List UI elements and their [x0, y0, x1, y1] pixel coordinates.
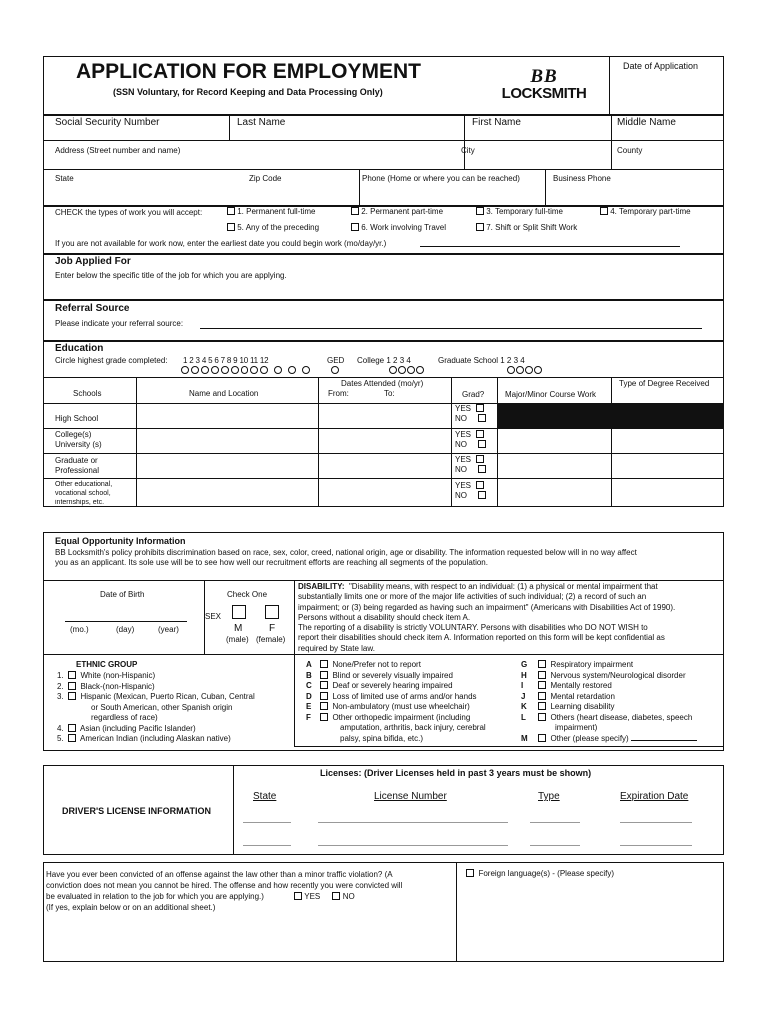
ethnic-item[interactable]	[57, 734, 255, 745]
col-grad: Grad?	[462, 390, 485, 399]
ethnic-item[interactable]	[57, 671, 255, 682]
conviction-line-1: Have you ever been convicted of an offense against the law other than a minor traffic violation? (A	[46, 870, 393, 879]
ethnic-text: American Indian (including Alaskan native)	[80, 734, 231, 743]
dob-label: Date of Birth	[100, 590, 145, 599]
checkbox[interactable]	[538, 660, 546, 668]
checkbox[interactable]	[227, 207, 235, 215]
row-graduate-2: Professional	[55, 466, 100, 475]
license-type-label: Type	[538, 791, 560, 802]
ethnic-num: 1.	[57, 671, 64, 680]
dis-text: Deaf or severely hearing impaired	[332, 681, 453, 690]
circle[interactable]	[241, 366, 249, 374]
license-row-1-state[interactable]	[243, 822, 291, 823]
ethnic-num: 4.	[57, 723, 64, 733]
college-label: College 1 2 3 4	[357, 356, 411, 365]
grad-yes[interactable]	[455, 455, 484, 464]
sex-female-checkbox[interactable]	[265, 605, 279, 621]
last-name-label: Last Name	[237, 117, 286, 128]
work-type-1-label: 1. Permanent full-time	[237, 207, 316, 216]
city-label: City	[461, 146, 475, 155]
col-name-location: Name and Location	[189, 389, 259, 398]
disability-item[interactable]	[521, 713, 697, 724]
dis-text: Other orthopedic impairment (including	[332, 712, 471, 722]
checkbox[interactable]	[320, 692, 328, 700]
grade-label: Circle highest grade completed:	[55, 356, 168, 365]
circle[interactable]	[201, 366, 209, 374]
circle[interactable]	[507, 366, 515, 374]
job-title-heading: Job Applied For	[55, 256, 131, 267]
yes-label: YES	[455, 481, 472, 490]
conviction-line-2: conviction does not mean you cannot be hired. The offense and how recently you were convicted will	[46, 881, 403, 890]
dis-key: C	[306, 681, 312, 690]
hs-no[interactable]	[455, 414, 486, 423]
checkbox[interactable]	[466, 869, 474, 877]
work-type-5-label: 5. Any of the preceding	[237, 223, 320, 232]
conviction-yes[interactable]	[294, 892, 320, 901]
conviction-line-3-text: be evaluated in relation to the job for which you are applying.)	[46, 892, 264, 901]
checkbox[interactable]	[478, 440, 486, 448]
row-other-3: internships, etc.	[55, 499, 105, 506]
license-row-2-exp[interactable]	[620, 845, 692, 846]
ethnic-item-cont: or South American, other Spanish origin	[91, 702, 233, 712]
college-circles[interactable]	[389, 366, 425, 374]
dis-key: F	[306, 712, 311, 722]
col-yes[interactable]	[455, 430, 484, 439]
ethnic-item[interactable]	[57, 682, 255, 693]
disability-item[interactable]	[521, 702, 697, 713]
ethnic-item[interactable]	[57, 724, 255, 735]
company-logo	[496, 68, 592, 106]
ethnic-text: Black-(non-Hispanic)	[80, 681, 155, 691]
disability-line-6: report their disabilities should check item A. Information reported on this form will be kept confidential as	[298, 633, 665, 643]
dis-key: J	[521, 691, 526, 701]
disability-item-cont: impairment)	[555, 723, 598, 732]
disability-item[interactable]	[306, 702, 486, 713]
ethnic-text: Hispanic (Mexican, Puerto Rican, Cuban, Central	[80, 692, 255, 701]
circle[interactable]	[250, 366, 258, 374]
dis-key: G	[521, 660, 528, 669]
degree-shaded-cell	[498, 404, 723, 428]
disability-item[interactable]	[306, 681, 486, 692]
grad-school-label: Graduate School 1 2 3 4	[438, 356, 525, 365]
no-label: NO	[455, 414, 467, 423]
zip-label: Zip Code	[249, 174, 282, 183]
ethnic-heading: ETHNIC GROUP	[76, 660, 138, 669]
eeo-text-2: you as an applicant. Its sole use will be to see how well our recruitment efforts are reaching all segments of the population.	[55, 558, 488, 567]
middle-name-label: Middle Name	[617, 117, 676, 128]
circle[interactable]	[416, 366, 424, 374]
dis-key: E	[306, 702, 312, 711]
work-type-4[interactable]	[600, 207, 691, 216]
dis-text: Learning disability	[550, 702, 615, 711]
hs-yes[interactable]	[455, 404, 484, 413]
checkbox[interactable]	[478, 414, 486, 422]
disability-item[interactable]	[306, 660, 486, 671]
ged-label: GED	[327, 356, 345, 365]
dis-text: Non-ambulatory (must use wheelchair)	[332, 702, 470, 711]
disability-line-5: The reporting of a disability is strictly VOLUNTARY. Persons with disabilities who DO NOT WISH to	[298, 623, 648, 633]
col-from: From:	[328, 389, 349, 398]
license-row-1-number[interactable]	[318, 822, 508, 823]
work-type-5[interactable]	[227, 223, 319, 232]
row-other-2: vocational school,	[55, 490, 111, 497]
circle[interactable]	[191, 366, 199, 374]
dis-text: Respiratory impairment	[550, 660, 634, 669]
yes-label: YES	[455, 455, 472, 464]
yes-label: YES	[455, 430, 472, 439]
checkbox[interactable]	[351, 207, 359, 215]
ethnic-num: 5.	[57, 734, 64, 743]
check-one-label: Check One	[227, 590, 268, 599]
state-label: State	[55, 174, 74, 183]
work-type-2-label: 2. Permanent part-time	[361, 207, 444, 216]
disability-line-3: impairment; or (3) being regarded as having such an impairment" (Americans with Disabilities Act of 1990).	[298, 602, 676, 612]
dob-year: (year)	[158, 625, 179, 634]
dob-day: (day)	[116, 625, 135, 634]
circle[interactable]	[398, 366, 406, 374]
ethnic-item-cont: regardless of race)	[91, 713, 158, 722]
work-type-3[interactable]	[476, 207, 563, 216]
dis-text: Loss of limited use of arms and/or hands	[332, 691, 477, 701]
checkbox[interactable]	[232, 605, 246, 619]
checkbox[interactable]	[332, 892, 340, 900]
dis-text: Mentally restored	[550, 681, 612, 690]
specify-line[interactable]	[631, 740, 697, 741]
checkbox[interactable]	[68, 692, 76, 700]
col-dates: Dates Attended (mo/yr)	[341, 379, 424, 388]
license-row-1-exp[interactable]	[620, 822, 692, 823]
col-to: To:	[384, 389, 395, 398]
checkbox[interactable]	[538, 734, 546, 742]
ssn-label: Social Security Number	[55, 117, 160, 128]
personal-info-box	[43, 115, 724, 206]
male-label: (male)	[226, 635, 249, 644]
ethnic-list	[57, 671, 255, 745]
checkbox[interactable]	[538, 671, 546, 679]
ethnic-num: 2.	[57, 681, 64, 691]
checkbox[interactable]	[476, 223, 484, 231]
foreign-language-label: Foreign language(s) - (Please specify)	[478, 869, 615, 878]
checkbox[interactable]	[68, 734, 76, 742]
disability-item[interactable]	[306, 713, 486, 724]
disability-text	[298, 582, 722, 654]
circle[interactable]	[260, 366, 268, 374]
availability-label: If you are not available for work now, enter the earliest date you could begin work (mo/day/yr.)	[55, 239, 387, 248]
conviction-line-3	[46, 891, 452, 902]
license-row-1-type[interactable]	[530, 822, 580, 823]
disability-line-1-text: "Disability means, with respect to an individual: (1) a physical or mental impairment that	[348, 582, 658, 591]
grade-circles[interactable]	[181, 366, 311, 374]
disability-line-4: Persons without a disability should check item A.	[298, 612, 471, 622]
license-row-2-number[interactable]	[318, 845, 508, 846]
dis-key: L	[521, 712, 526, 722]
circle[interactable]	[516, 366, 524, 374]
checkbox[interactable]	[320, 681, 328, 689]
dob-mo: (mo.)	[70, 625, 89, 634]
checkbox[interactable]	[478, 465, 486, 473]
checkbox[interactable]	[68, 724, 76, 732]
circle[interactable]	[389, 366, 397, 374]
dis-key: K	[521, 702, 527, 711]
disability-item[interactable]	[306, 692, 486, 703]
dis-key: B	[306, 670, 312, 680]
disability-item-cont: palsy, spina bifida, etc.)	[340, 733, 424, 743]
sex-f: F	[269, 623, 276, 634]
grad-school-circles[interactable]	[507, 366, 543, 374]
checkbox[interactable]	[476, 430, 484, 438]
dis-key: D	[306, 691, 312, 701]
dis-text: Blind or severely visually impaired	[332, 670, 453, 680]
dis-key: A	[306, 660, 312, 669]
row-college: College(s)	[55, 430, 92, 439]
work-type-6[interactable]	[351, 223, 446, 232]
checkbox[interactable]	[68, 682, 76, 690]
ethnic-num: 3.	[57, 692, 64, 701]
circle[interactable]	[534, 366, 542, 374]
eeo-text-1: BB Locksmith's policy prohibits discrimination based on race, sex, color, creed, national origin, age or disability. The information requested below will in no way affect	[55, 548, 637, 557]
checkbox[interactable]	[351, 223, 359, 231]
dis-key: I	[521, 681, 524, 690]
work-type-1[interactable]	[227, 207, 316, 216]
disability-item-cont: amputation, arthritis, back injury, cerebral	[340, 723, 486, 732]
ethnic-text: Asian (including Pacific Islander)	[80, 723, 196, 733]
checkbox[interactable]	[320, 713, 328, 721]
ethnic-item[interactable]	[57, 692, 255, 703]
checkbox[interactable]	[294, 892, 302, 900]
disability-items-right	[521, 660, 697, 744]
sex-label: SEX	[205, 612, 222, 621]
circle[interactable]	[221, 366, 229, 374]
sex-m: M	[234, 623, 243, 634]
col-schools: Schools	[73, 389, 102, 398]
dis-text: None/Prefer not to report	[332, 660, 421, 669]
work-type-6-label: 6. Work involving Travel	[361, 223, 447, 232]
col-degree: Type of Degree Received	[619, 379, 710, 388]
circle[interactable]	[407, 366, 415, 374]
checkbox[interactable]	[227, 223, 235, 231]
education-heading: Education	[55, 343, 104, 354]
work-types-label: CHECK the types of work you will accept:	[55, 208, 203, 217]
checkbox[interactable]	[476, 404, 484, 412]
checkbox[interactable]	[600, 207, 608, 215]
phone-label: Phone (Home or where you can be reached)	[362, 174, 520, 183]
dis-text: Mental retardation	[550, 691, 615, 701]
referral-line[interactable]	[200, 328, 702, 329]
license-heading: Licenses: (Driver Licenses held in past 3 years must be shown)	[320, 768, 592, 778]
disability-item[interactable]	[521, 660, 697, 671]
work-type-3-label: 3. Temporary full-time	[486, 207, 563, 216]
checkbox[interactable]	[538, 692, 546, 700]
col-no[interactable]	[455, 440, 486, 449]
dis-key: M	[521, 733, 528, 743]
yes-label: YES	[304, 892, 321, 901]
ethnic-text: White (non-Hispanic)	[80, 671, 156, 680]
dob-line[interactable]	[65, 621, 187, 622]
license-state-label: State	[253, 791, 277, 802]
logo-locksmith: LOCKSMITH	[501, 85, 587, 102]
disability-line-2: substantially limits one or more of the major life activities of such individual; (2) a record of such an	[298, 592, 647, 602]
referral-heading: Referral Source	[55, 303, 130, 314]
license-exp-label: Expiration Date	[620, 791, 689, 802]
circle[interactable]	[231, 366, 239, 374]
checkbox[interactable]	[476, 207, 484, 215]
form-subtitle: (SSN Voluntary, for Record Keeping and Data Processing Only)	[113, 87, 383, 97]
disability-items-left	[306, 660, 486, 744]
circle[interactable]	[181, 366, 189, 374]
no-label: NO	[342, 892, 355, 901]
circle[interactable]	[331, 366, 339, 374]
drivers-license-label: DRIVER'S LICENSE INFORMATION	[62, 806, 211, 816]
disability-line-7: required by State law.	[298, 643, 375, 653]
checkbox[interactable]	[476, 455, 484, 463]
ged-circle[interactable]	[331, 366, 340, 376]
row-graduate: Graduate or	[55, 456, 98, 465]
circle[interactable]	[288, 366, 296, 374]
sex-male-checkbox[interactable]	[232, 605, 246, 621]
female-label: (female)	[256, 635, 286, 644]
availability-date-line[interactable]	[420, 246, 680, 247]
circle[interactable]	[211, 366, 219, 374]
foreign-language[interactable]	[466, 869, 614, 878]
circle[interactable]	[274, 366, 282, 374]
no-label: NO	[455, 491, 467, 500]
address-label: Address (Street number and name)	[55, 146, 181, 155]
checkbox[interactable]	[68, 671, 76, 679]
work-type-4-label: 4. Temporary part-time	[610, 207, 691, 216]
yes-label: YES	[455, 404, 472, 413]
license-row-2-state[interactable]	[243, 845, 291, 846]
grades-list: 1 2 3 4 5 6 7 8 9 10 11 12	[183, 356, 269, 365]
county-label: County	[617, 146, 643, 155]
checkbox[interactable]	[320, 671, 328, 679]
disability-line-1	[298, 582, 722, 592]
conviction-no[interactable]	[332, 892, 354, 901]
other-yes[interactable]	[455, 481, 484, 490]
disability-item[interactable]	[306, 671, 486, 682]
row-other: Other educational,	[55, 481, 113, 488]
disability-item[interactable]	[521, 692, 697, 703]
col-major: Major/Minor Course Work	[505, 390, 596, 399]
circle[interactable]	[525, 366, 533, 374]
license-row-2-type[interactable]	[530, 845, 580, 846]
row-college-2: University (s)	[55, 440, 102, 449]
other-no[interactable]	[455, 491, 486, 500]
referral-label: Please indicate your referral source:	[55, 319, 184, 328]
checkbox[interactable]	[478, 491, 486, 499]
checkbox[interactable]	[320, 702, 328, 710]
work-type-2[interactable]	[351, 207, 443, 216]
first-name-label: First Name	[472, 117, 521, 128]
conviction-text	[46, 869, 452, 913]
dis-key: H	[521, 670, 527, 680]
row-high-school: High School	[55, 414, 99, 423]
disability-label: DISABILITY:	[298, 582, 345, 591]
work-type-7[interactable]	[476, 223, 577, 232]
checkbox[interactable]	[538, 681, 546, 689]
business-phone-label: Business Phone	[553, 174, 611, 183]
work-type-7-label: 7. Shift or Split Shift Work	[486, 223, 578, 232]
no-label: NO	[455, 465, 467, 474]
disability-item[interactable]	[521, 734, 697, 745]
job-instructions: Enter below the specific title of the job for which you are applying.	[55, 271, 287, 280]
disability-item[interactable]	[521, 671, 697, 682]
disability-item[interactable]	[521, 681, 697, 692]
no-label: NO	[455, 440, 467, 449]
dis-text: Nervous system/Neurological disorder	[550, 670, 686, 680]
date-of-application-label: Date of Application	[623, 61, 699, 71]
grad-no[interactable]	[455, 465, 486, 474]
circle[interactable]	[302, 366, 310, 374]
form-title: APPLICATION FOR EMPLOYMENT	[76, 60, 421, 83]
checkbox[interactable]	[320, 660, 328, 668]
checkbox[interactable]	[265, 605, 279, 619]
license-number-label: License Number	[374, 791, 447, 802]
eeo-heading: Equal Opportunity Information	[55, 536, 186, 546]
checkbox[interactable]	[538, 713, 546, 721]
conviction-line-4: (If yes, explain below or on an additional sheet.)	[46, 903, 216, 912]
checkbox[interactable]	[538, 702, 546, 710]
dis-text: Other (please specify)	[550, 733, 629, 743]
checkbox[interactable]	[476, 481, 484, 489]
logo-bb: BB	[530, 66, 558, 87]
date-of-application-field[interactable]	[612, 74, 720, 112]
dis-text: Others (heart disease, diabetes, speech	[550, 712, 693, 722]
